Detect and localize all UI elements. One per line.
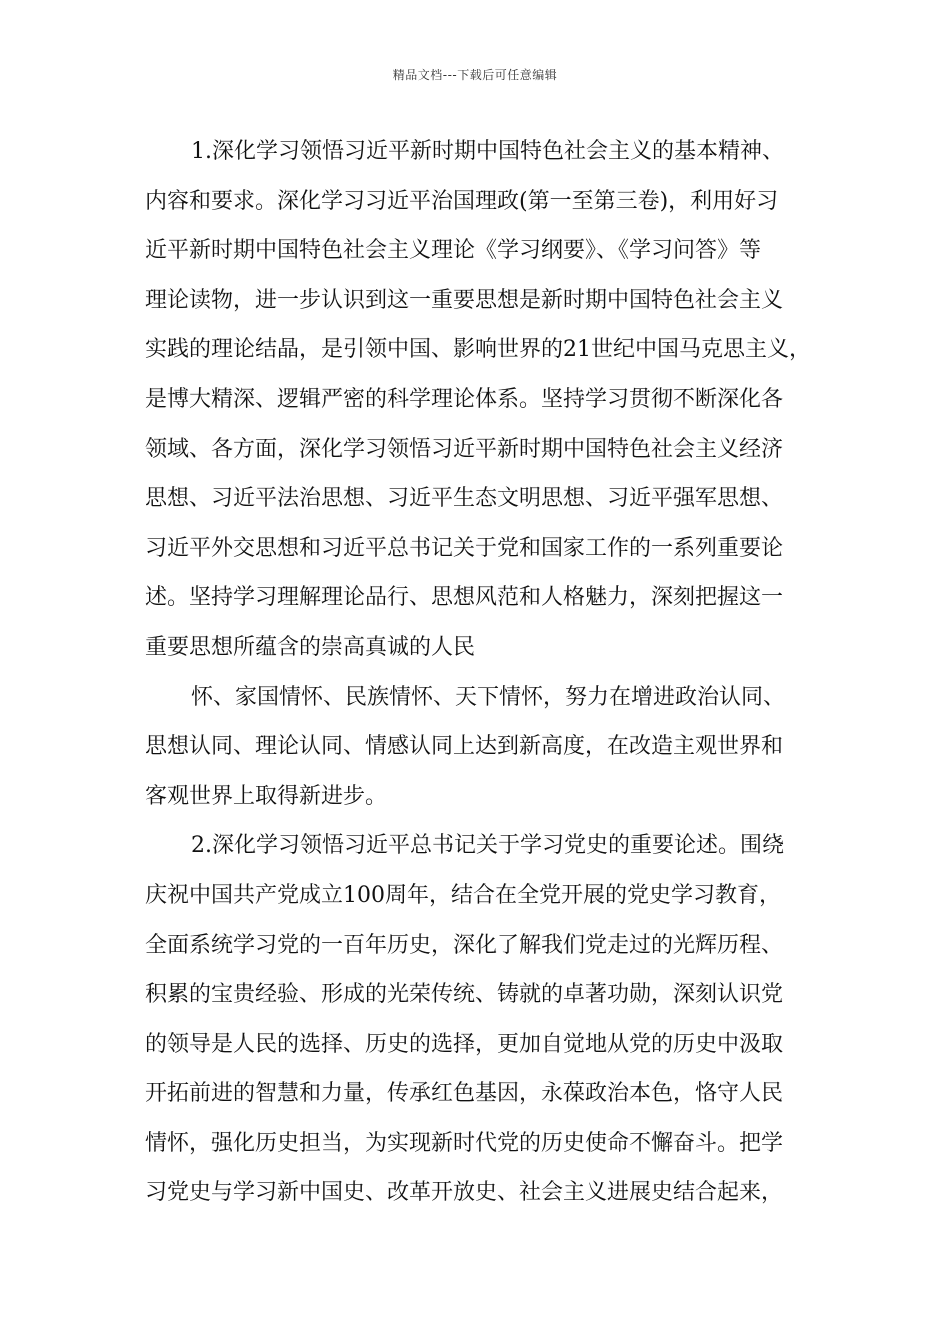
- paragraph-1-line: 1.深化学习领悟习近平新时期中国特色社会主义的基本精神、: [191, 139, 784, 164]
- paragraph-3-line: 的领导是人民的选择、历史的选择，更加自觉地从党的历史中汲取: [145, 1031, 784, 1057]
- paragraph-3-line: 积累的宝贵经验、形成的光荣传统、铸就的卓著功勋，深刻认识党: [145, 982, 784, 1008]
- page-header: 精品文档---下载后可任意编辑: [392, 68, 558, 82]
- paragraph-3-line: 庆祝中国共产党成立100周年，结合在全党开展的党史学习教育，: [145, 882, 781, 908]
- paragraph-3-line: 情怀，强化历史担当，为实现新时代党的历史使命不懈奋斗。把学: [145, 1130, 784, 1156]
- paragraph-3-line: 习党史与学习新中国史、改革开放史、社会主义进展史结合起来，: [145, 1180, 784, 1206]
- paragraph-2-line: 怀、家国情怀、民族情怀、天下情怀，努力在增进政治认同、: [191, 684, 786, 710]
- paragraph-1-line: 近平新时期中国特色社会主义理论《学习纲要》、《学习问答》等: [145, 238, 762, 264]
- paragraph-3-line: 全面系统学习党的一百年历史，深化了解我们党走过的光辉历程、: [145, 932, 784, 958]
- paragraph-2-line: 思想认同、理论认同、情感认同上达到新高度，在改造主观世界和: [145, 734, 784, 760]
- paragraph-3-line: 开拓前进的智慧和力量，传承红色基因，永葆政治本色，恪守人民: [145, 1081, 784, 1107]
- paragraph-1-line: 领域、各方面，深化学习领悟习近平新时期中国特色社会主义经济: [145, 436, 784, 462]
- paragraph-1-line: 思想、习近平法治思想、习近平生态文明思想、习近平强军思想、: [145, 486, 784, 512]
- paragraph-1-line: 重要思想所蕴含的崇高真诚的人民: [145, 634, 476, 660]
- paragraph-1-line: 述。坚持学习理解理论品行、思想风范和人格魅力，深刻把握这一: [145, 585, 784, 611]
- paragraph-2-line: 客观世界上取得新进步。: [145, 783, 388, 809]
- paragraph-1-line: 实践的理论结晶，是引领中国、影响世界的21世纪中国马克思主义，: [145, 337, 811, 363]
- paragraph-3-line: 2.深化学习领悟习近平总书记关于学习党史的重要论述。围绕: [191, 833, 784, 859]
- paragraph-1-line: 是博大精深、逻辑严密的科学理论体系。坚持学习贯彻不断深化各: [145, 386, 784, 412]
- paragraph-1-line: 内容和要求。深化学习习近平治国理政(第一至第三卷)，利用好习: [145, 188, 779, 214]
- paragraph-1-line: 习近平外交思想和习近平总书记关于党和国家工作的一系列重要论: [145, 535, 784, 561]
- paragraph-1-line: 理论读物，进一步认识到这一重要思想是新时期中国特色社会主义: [145, 287, 784, 313]
- document-body: [145, 132, 810, 1223]
